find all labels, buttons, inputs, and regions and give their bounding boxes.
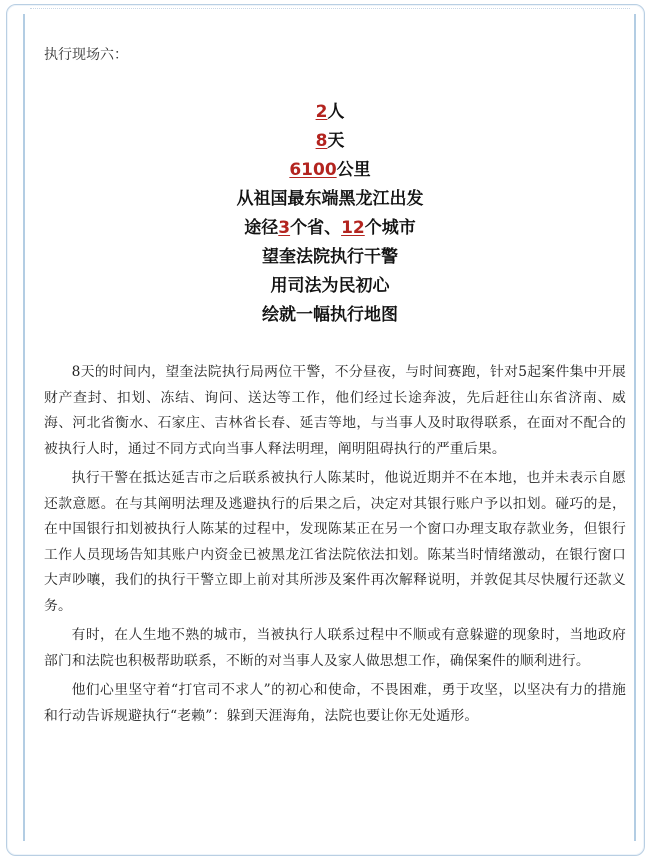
map-line: 绘就一幅执行地图 bbox=[262, 305, 398, 325]
city-count: 12 bbox=[341, 218, 365, 238]
stat-unit: 人 bbox=[327, 102, 345, 122]
stat-number: 2 bbox=[315, 102, 328, 122]
stat-number: 8 bbox=[315, 131, 328, 151]
stat-distance bbox=[0, 156, 660, 185]
section-heading: 执行现场六： bbox=[44, 47, 128, 63]
stat-days bbox=[0, 127, 660, 156]
article-body bbox=[44, 360, 626, 733]
top-dotted-divider bbox=[30, 8, 630, 9]
origin-line: 从祖国最东端黑龙江出发 bbox=[236, 189, 424, 209]
paragraph: 8天的时间内，望奎法院执行局两位干警，不分昼夜，与时间赛跑，针对5起案件集中开展财产查封、扣划、冻结、询问、送达等工作，他们经过长途奔波，先后赶往山东省济南、威海、河北省衡水、石家庄、吉林省长春、延吉等地，与当事人及时取得联系，在面对不配合的被执行人时，通过不同方式向当事人释法明理，阐明阻碍执行的严重后果。 bbox=[44, 364, 626, 457]
stat-unit: 天 bbox=[327, 131, 345, 151]
stat-people bbox=[0, 98, 660, 127]
paragraph: 有时，在人生地不熟的城市，当被执行人联系过程中不顺或有意躲避的现象时，当地政府部门和法院也积极帮助联系，不断的对当事人及家人做思想工作，确保案件的顺利进行。 bbox=[44, 627, 626, 669]
court-line: 望奎法院执行干警 bbox=[262, 247, 398, 267]
route-line bbox=[0, 214, 660, 243]
route-suffix: 个城市 bbox=[364, 218, 416, 238]
stat-unit: 公里 bbox=[336, 160, 371, 180]
province-count: 3 bbox=[278, 218, 291, 238]
route-prefix: 途径 bbox=[244, 218, 279, 238]
stat-number: 6100 bbox=[289, 160, 337, 180]
route-middle: 个省、 bbox=[290, 218, 342, 238]
highlight-stats-block bbox=[0, 98, 660, 330]
motto-line: 用司法为民初心 bbox=[270, 276, 390, 296]
paragraph: 执行干警在抵达延吉市之后联系被执行人陈某时，他说近期并不在本地，也并未表示自愿还款意愿。在与其阐明法理及逃避执行的后果之后，决定对其银行账户予以扣划。碰巧的是，在中国银行扣划被执行人陈某的过程中，发现陈某正在另一个窗口办理支取存款业务，但银行工作人员现场告知其账户内资金已被黑龙江省法院依法扣划。陈某当时情绪激动，在银行窗口大声吵嚷，我们的执行干警立即上前对其所涉及案件再次解释说明，并敦促其尽快履行还款义务。 bbox=[44, 470, 626, 614]
paragraph: 他们心里坚守着“打官司不求人”的初心和使命，不畏困难，勇于攻坚，以坚决有力的措施和行动告诉规避执行“老赖”：躲到天涯海角，法院也要让你无处遁形。 bbox=[44, 682, 626, 724]
